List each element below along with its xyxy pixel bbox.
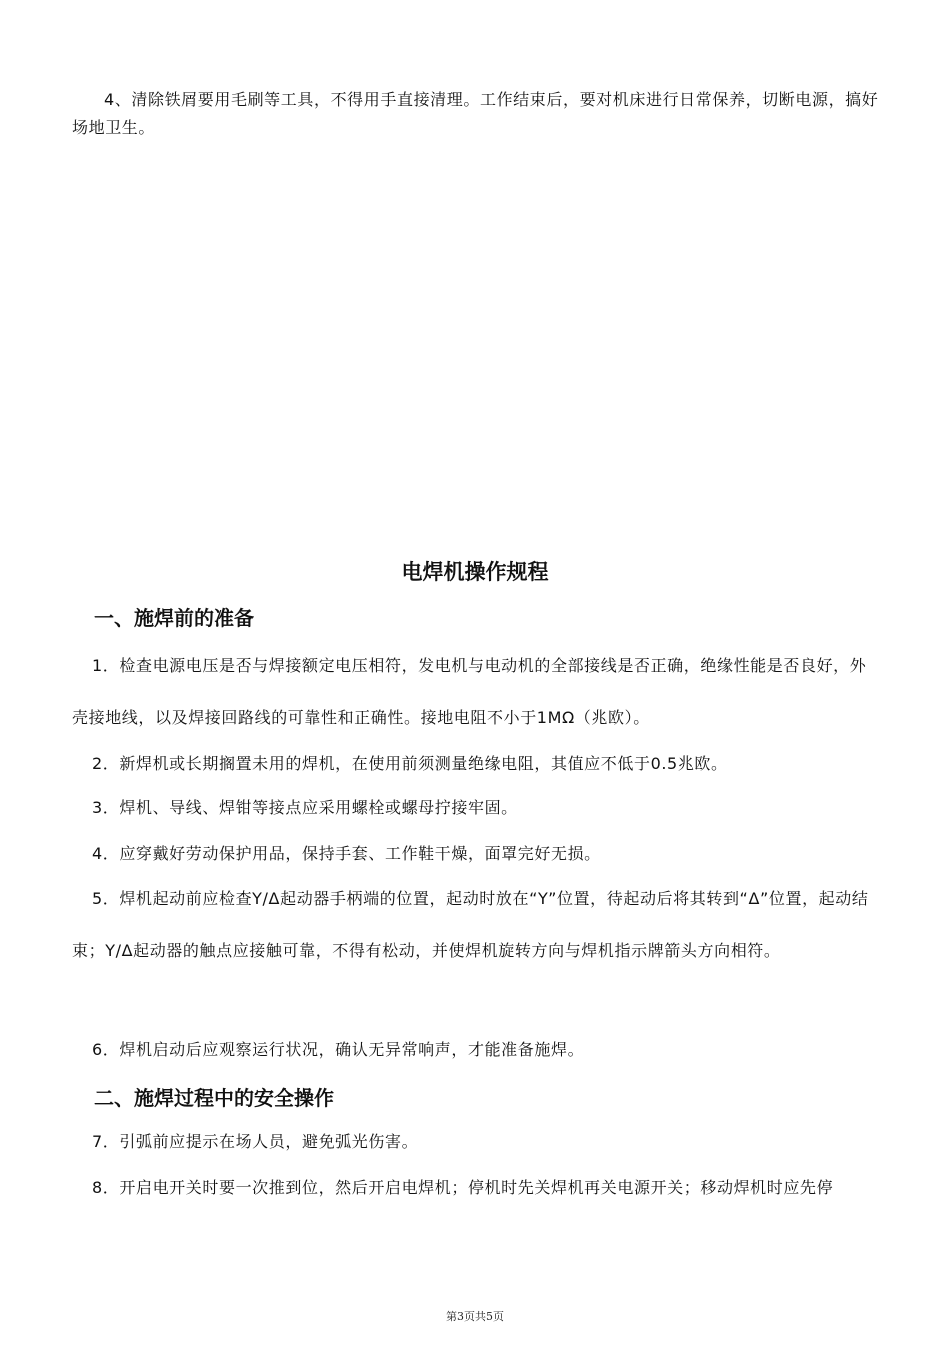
list-item: 3．焊机、导线、焊钳等接点应采用螺栓或螺母拧接牢固。 — [92, 798, 518, 817]
list-item: 1．检查电源电压是否与焊接额定电压相符，发电机与电动机的全部接线是否正确，绝缘性能是否良好，外壳接地线，以及焊接回路线的可靠性和正确性。接地电阻不小于1MΩ（兆欧）。 — [72, 656, 867, 727]
list-item: 2．新焊机或长期搁置未用的焊机，在使用前须测量绝缘电阻，其值应不低于0.5兆欧。 — [92, 754, 728, 773]
list-item: 6．焊机启动后应观察运行状况，确认无异常响声，才能准备施焊。 — [92, 1040, 585, 1059]
list-item: 4．应穿戴好劳动保护用品，保持手套、工作鞋干燥，面罩完好无损。 — [92, 844, 601, 863]
page-footer: 第3页共5页 — [446, 1310, 504, 1323]
intro-paragraph: 4、清除铁屑要用毛刷等工具，不得用手直接清理。工作结束后，要对机床进行日常保养，切断电源，搞好场地卫生。 — [72, 90, 879, 137]
page-title: 电焊机操作规程 — [401, 560, 549, 584]
list-item: 7．引弧前应提示在场人员，避免弧光伤害。 — [92, 1132, 419, 1151]
list-item: 8．开启电开关时要一次推到位，然后开启电焊机；停机时先关焊机再关电源开关；移动焊机时应先停 — [92, 1178, 834, 1197]
section-heading-preparation: 一、施焊前的准备 — [94, 606, 254, 630]
list-item: 5．焊机起动前应检查Y/Δ起动器手柄端的位置，起动时放在“Y”位置，待起动后将其转到“Δ”位置，起动结束；Y/Δ起动器的触点应接触可靠，不得有松动，并使焊机旋转方向与焊机指示牌箭头方向相符。 — [72, 889, 869, 960]
section-heading-safe-operation: 二、施焊过程中的安全操作 — [94, 1086, 334, 1110]
